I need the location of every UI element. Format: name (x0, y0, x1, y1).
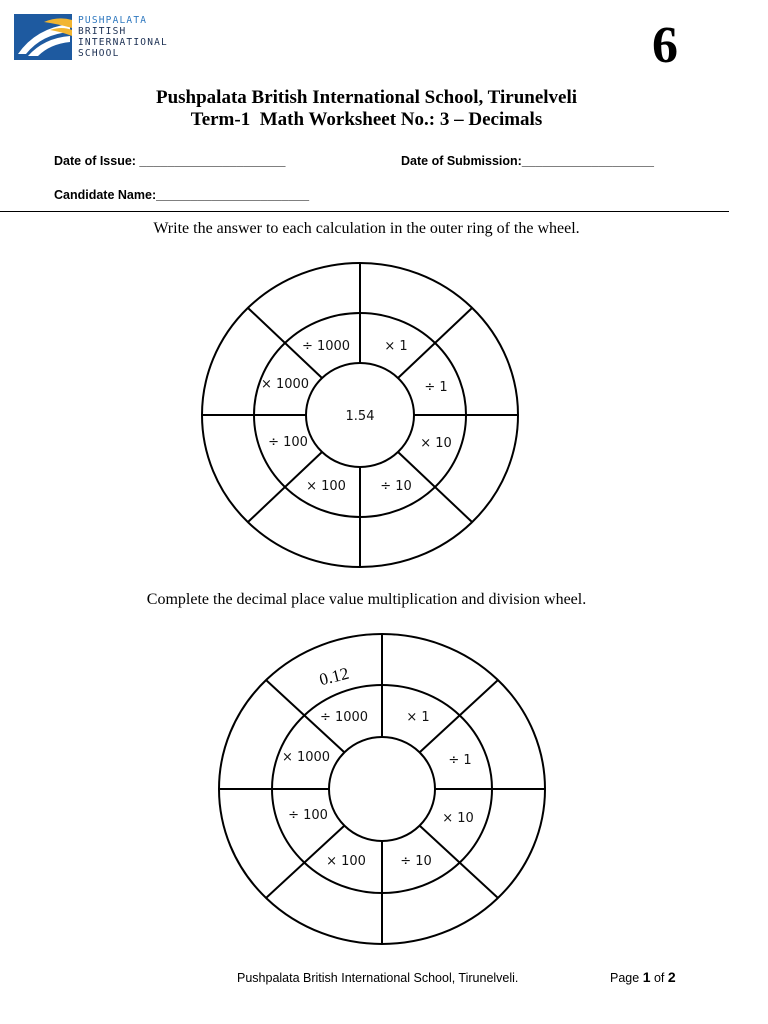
center-value: 1.54 (345, 409, 375, 424)
op-label: × 1000 (281, 750, 331, 765)
op-label: ÷ 1000 (319, 710, 369, 725)
instruction-1: Write the answer to each calculation in the outer ring of the wheel. (153, 220, 580, 237)
op-label: ÷ 1 (448, 753, 472, 768)
footer-text: Pushpalata British International School, Tirunelveli. (237, 971, 519, 985)
page-of: of (653, 971, 665, 985)
logo-text-line-3: INTERNATIONAL (78, 37, 168, 48)
example-answer: 0.12 (317, 663, 351, 690)
page-current: 1 (642, 969, 651, 985)
op-label: × 10 (442, 811, 474, 826)
op-label: ÷ 1000 (301, 339, 351, 354)
op-label: × 1000 (260, 377, 310, 392)
op-label: ÷ 1 (424, 380, 448, 395)
decimal-wheel-1 (200, 260, 520, 570)
op-label: ÷ 100 (268, 435, 308, 450)
grade-number: 6 (652, 17, 678, 74)
op-label: ÷ 10 (400, 854, 432, 869)
op-label: × 1 (406, 710, 430, 725)
page-number (610, 969, 676, 986)
date-of-submission-field[interactable]: Date of Submission:___________________ (401, 154, 654, 168)
decimal-wheel-2 (216, 632, 546, 946)
instruction-2: Complete the decimal place value multiplication and division wheel. (146, 591, 587, 608)
page-word: Page (610, 971, 640, 985)
op-label: ÷ 10 (380, 479, 412, 494)
logo-text-line-4: SCHOOL (78, 48, 120, 59)
logo-text-line-2: BRITISH (78, 26, 127, 37)
op-label: × 10 (420, 436, 452, 451)
op-label: × 100 (326, 854, 366, 869)
candidate-name-field[interactable]: Candidate Name:______________________ (54, 188, 310, 202)
header-divider (0, 211, 729, 212)
school-title: Pushpalata British International School, Tirunelveli (155, 87, 578, 108)
date-of-issue-field[interactable]: Date of Issue: _____________________ (54, 154, 286, 168)
worksheet-title: Term-1 Math Worksheet No.: 3 – Decimals (190, 109, 543, 130)
op-label: × 100 (306, 479, 346, 494)
center-circle (329, 737, 435, 841)
logo-text-line-1: PUSHPALATA (78, 15, 148, 26)
page-total: 2 (667, 969, 676, 985)
op-label: ÷ 100 (288, 808, 328, 823)
op-label: × 1 (384, 339, 408, 354)
